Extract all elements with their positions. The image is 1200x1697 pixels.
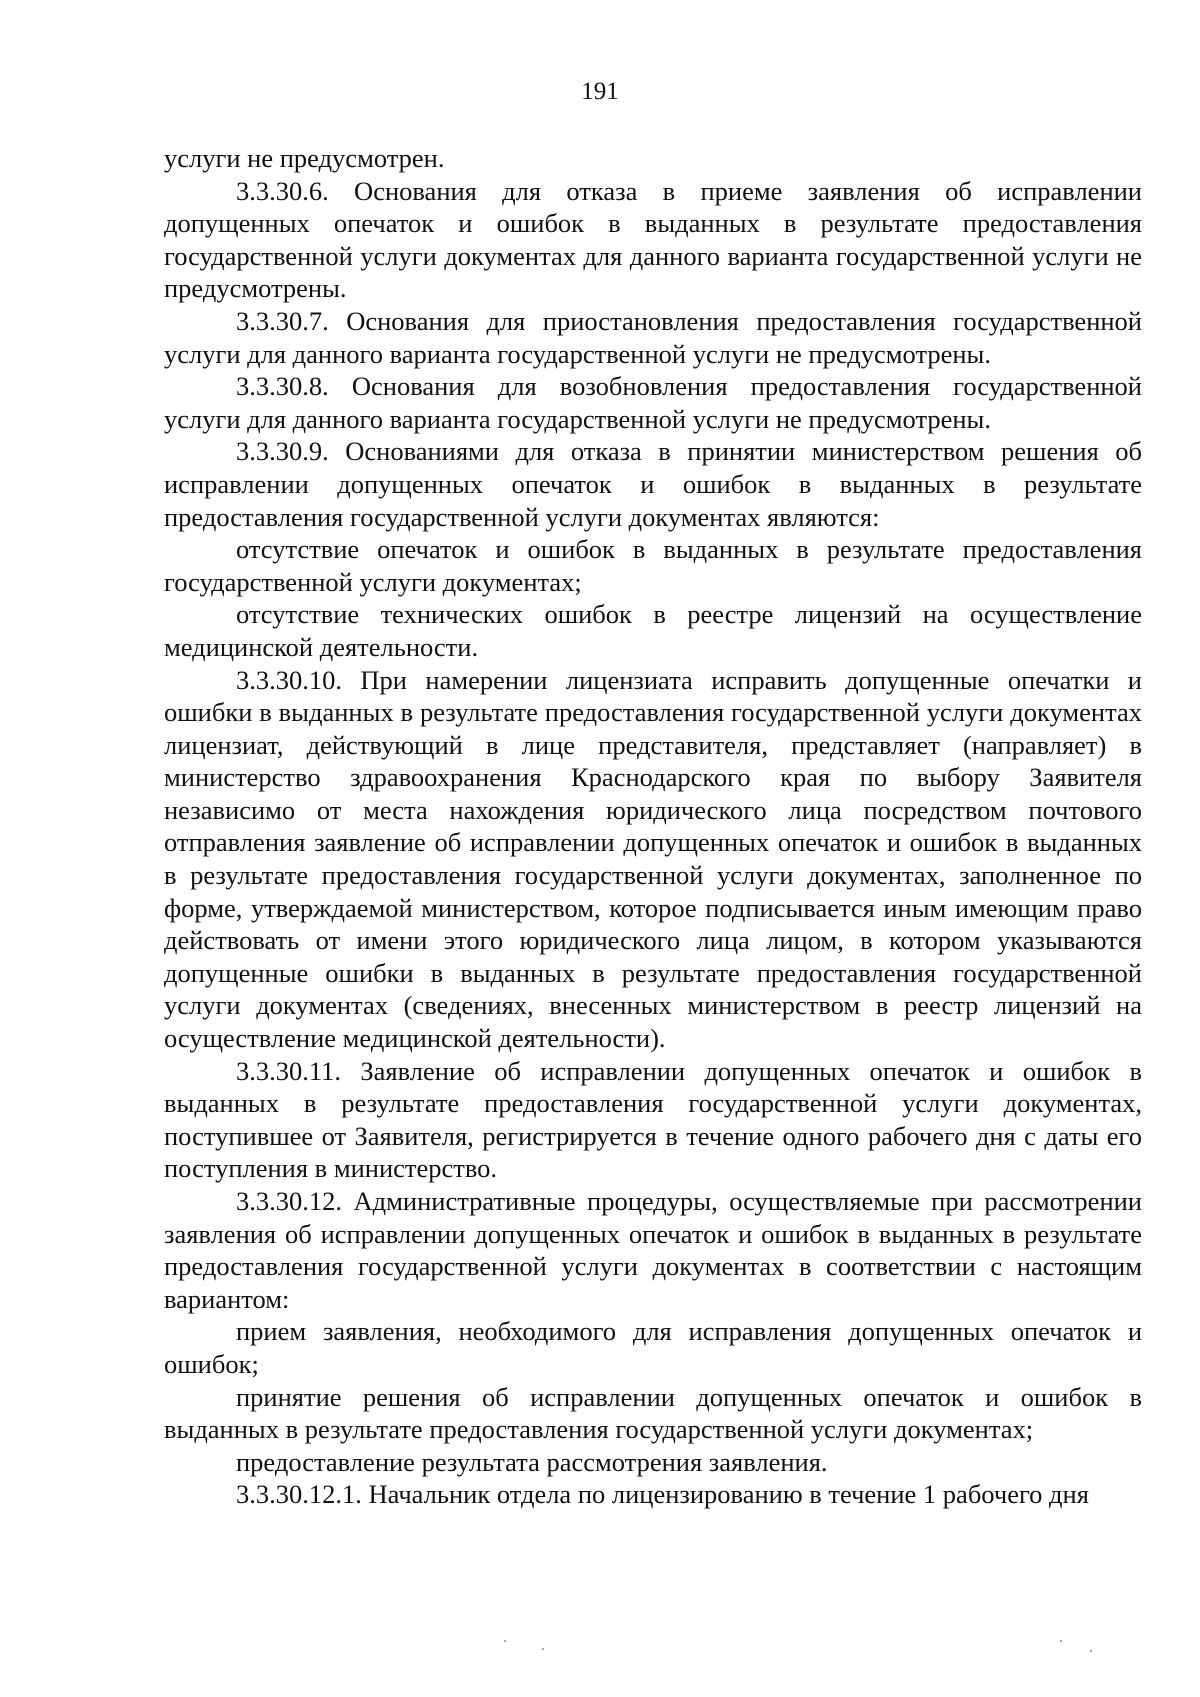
paragraph: 3.3.30.10. При намерении лицензиата исправить допущенные опечатки и ошибки в выданных в результате предоставления государственной услуги документах лицензиат, действующий в лице представителя, представляет (направляет) в министерство здравоохранения Краснодарского края по выбору Заявителя независимо от места нахождения юридического лица посредством почтового отправления заявление об исправлении допущенных опечаток и ошибок в выданных в результате предоставления государственной услуги документах, заполненное по форме, утверждаемой министерством, которое подписывается иным имеющим право действовать от имени этого юридического лица лицом, в котором указываются допущенные ошибки в выданных в результате предоставления государственной услуги документах (сведениях, внесенных министерством в реестр лицензий на осуществление медицинской деятельности). [164, 664, 1142, 1054]
paragraph: 3.3.30.9. Основаниями для отказа в принятии министерством решения об исправлении допущенных опечаток и ошибок в выданных в результате предоставления государственной услуги документах являются: [164, 436, 1142, 532]
scan-speck [1060, 1640, 1062, 1642]
paragraph: 3.3.30.7. Основания для приостановления предоставления государственной услуги для данного варианта государственной услуги не предусмотрены. [164, 305, 1142, 369]
scan-speck [504, 1640, 506, 1642]
paragraph: прием заявления, необходимого для исправления допущенных опечаток и ошибок; [164, 1316, 1142, 1379]
paragraph: принятие решения об исправлении допущенных опечаток и ошибок в выданных в результате предоставления государственной услуги документах; [164, 1381, 1142, 1445]
paragraph: отсутствие опечаток и ошибок в выданных в результате предоставления государственной услуги документах; [164, 534, 1142, 597]
paragraph: услуги не предусмотрен. [164, 143, 445, 173]
paragraph: отсутствие технических ошибок в реестре лицензий на осуществление медицинской деятельности. [164, 599, 1142, 662]
page-number: 191 [581, 78, 619, 105]
paragraph: 3.3.30.11. Заявление об исправлении допущенных опечаток и ошибок в выданных в результате предоставления государственной услуги документах, поступившее от Заявителя, регистрируется в течение одного рабочего дня с даты его поступления в министерство. [164, 1055, 1142, 1184]
paragraph: 3.3.30.6. Основания для отказа в приеме заявления об исправлении допущенных опечаток и ошибок в выданных в результате предоставления государственной услуги документах для данного варианта государственной услуги не предусмотрены. [164, 175, 1142, 304]
paragraph: 3.3.30.12.1. Начальник отдела по лицензированию в течение 1 рабочего дня [236, 1479, 1089, 1510]
scan-speck [542, 1648, 544, 1650]
paragraph: 3.3.30.8. Основания для возобновления предоставления государственной услуги для данного варианта государственной услуги не предусмотрены. [164, 371, 1142, 434]
document-body [164, 142, 1142, 1511]
paragraph: предоставление результата рассмотрения заявления. [236, 1446, 828, 1477]
scan-speck [1090, 1650, 1092, 1652]
paragraph: 3.3.30.12. Административные процедуры, осуществляемые при рассмотрении заявления об исправлении допущенных опечаток и ошибок в выданных в результате предоставления государственной услуги документах в соответствии с настоящим вариантом: [164, 1186, 1142, 1314]
